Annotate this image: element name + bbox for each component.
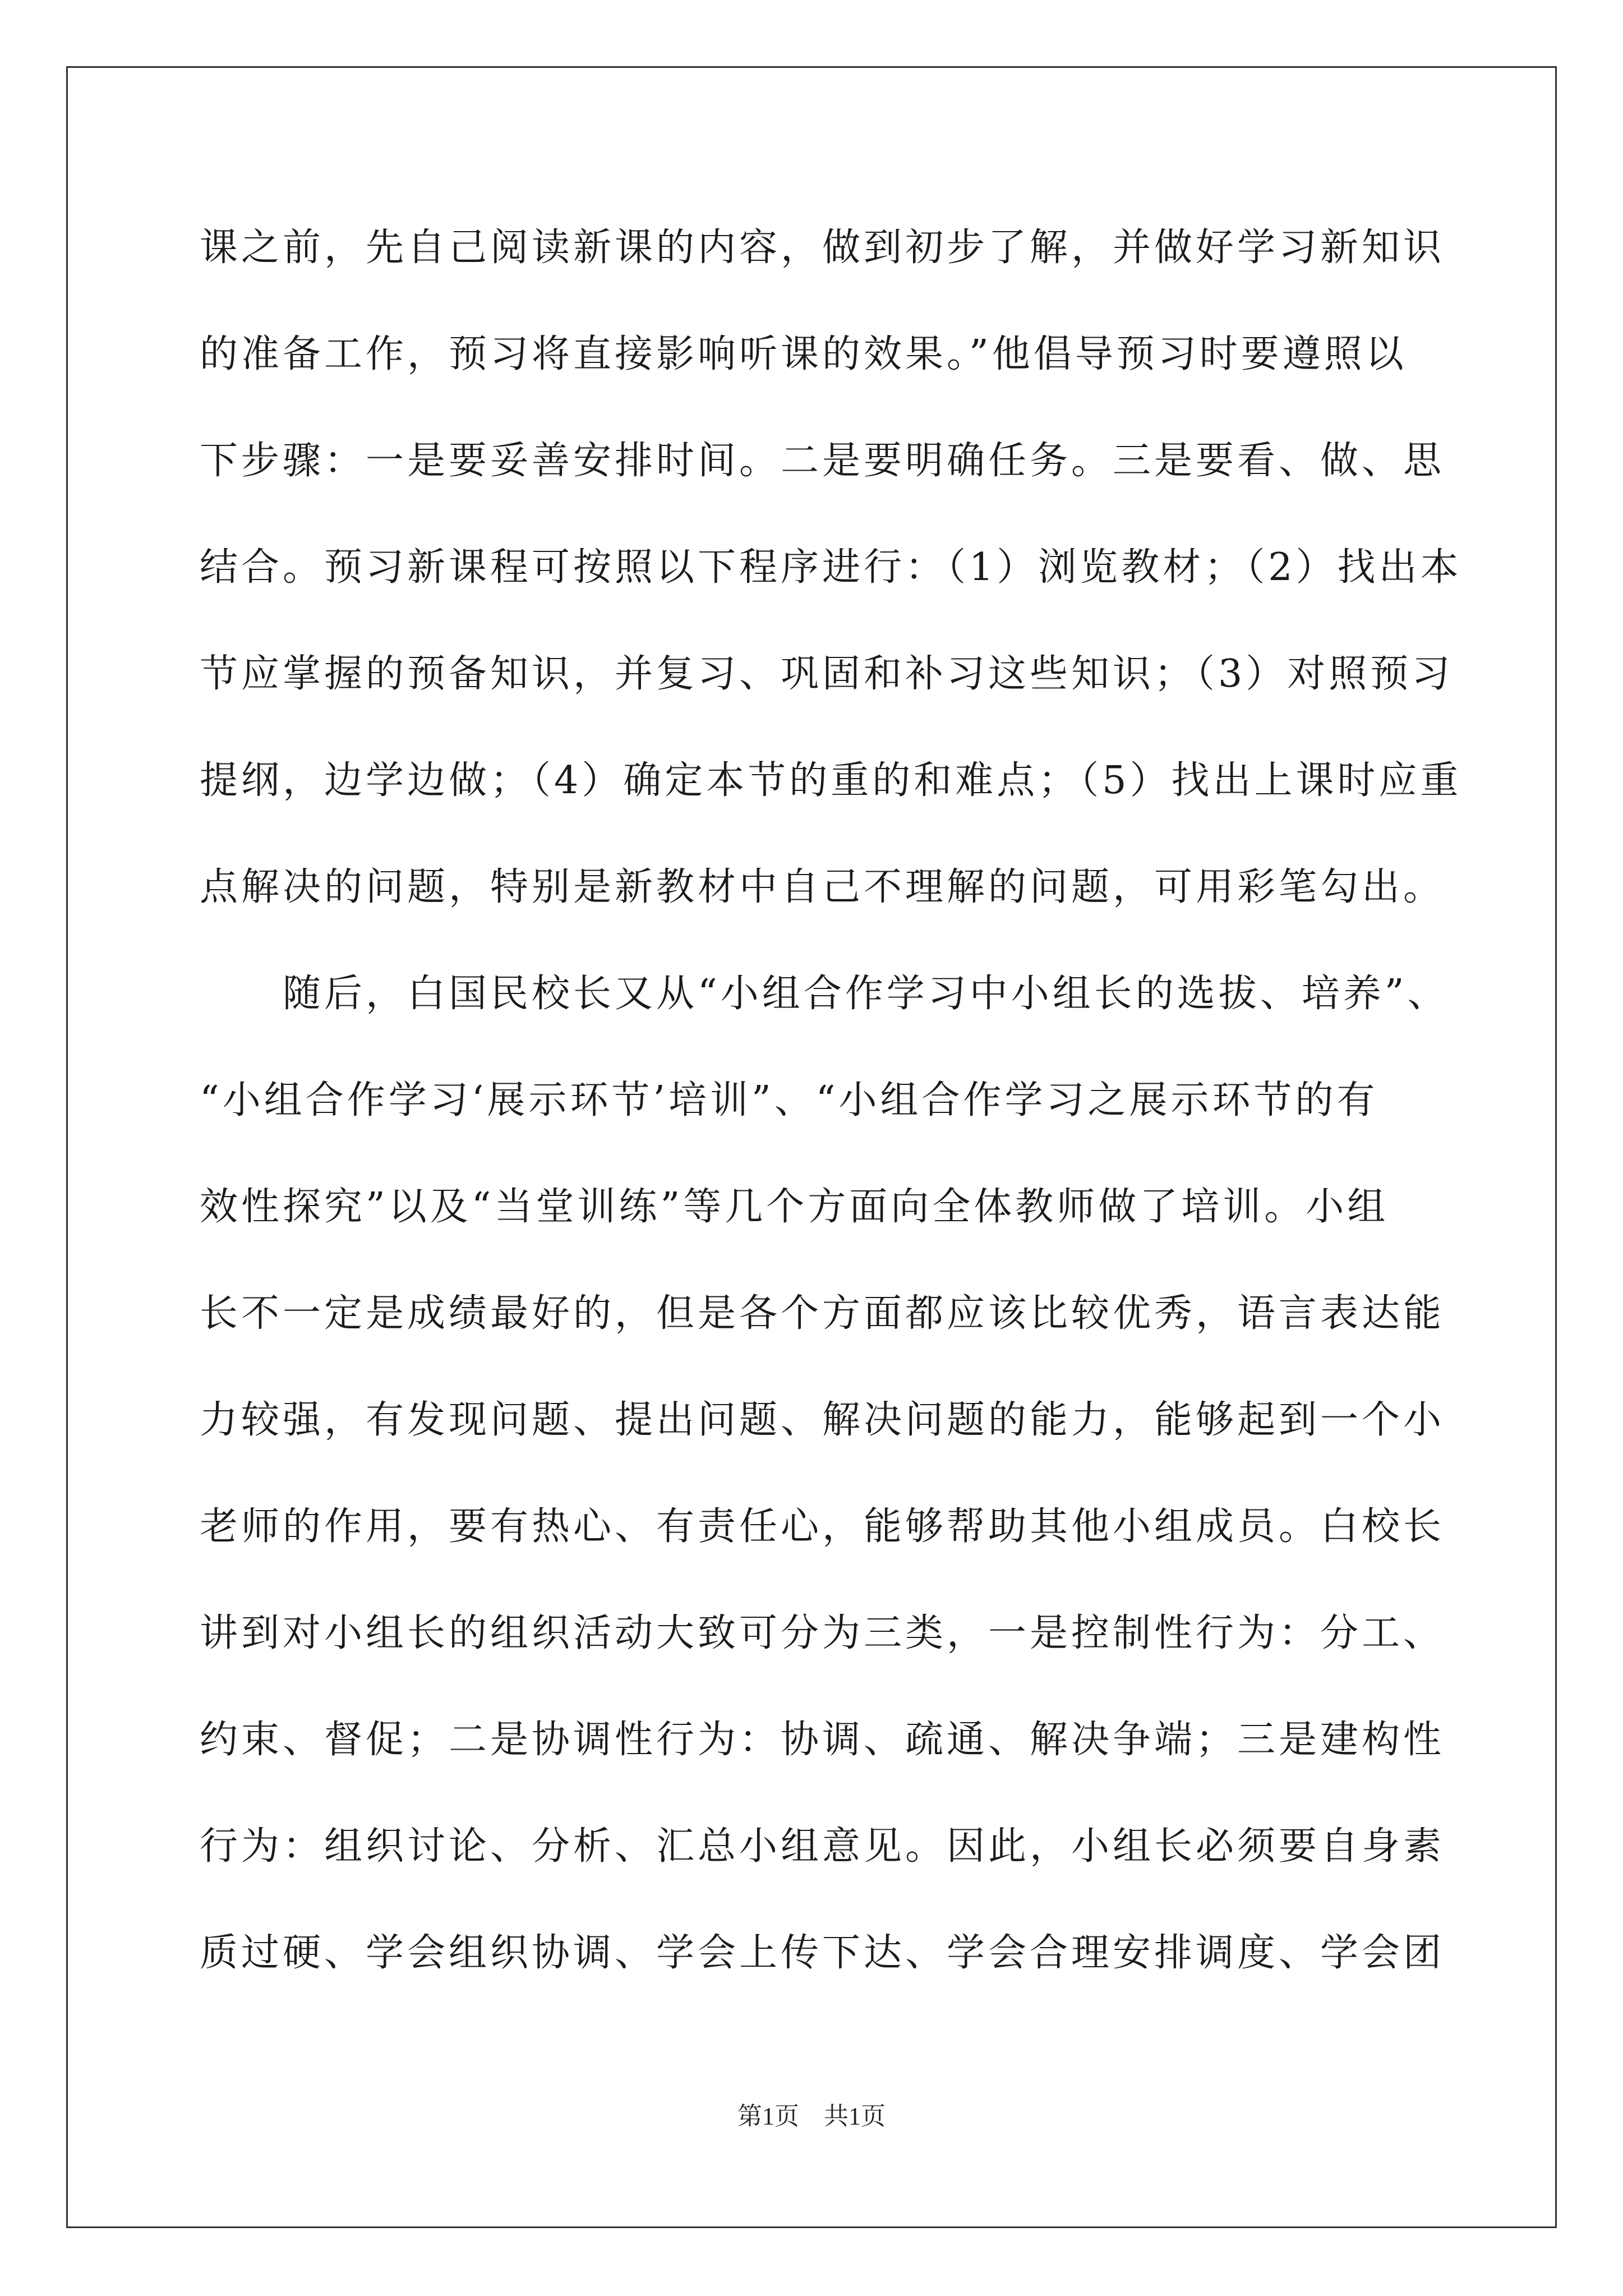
text-line: 课之前，先自己阅读新课的内容，做到初步了解，并做好学习新知识 — [200, 226, 1445, 270]
text-line: 讲到对小组长的组织活动大致可分为三类，一是控制性行为：分工、 — [200, 1611, 1445, 1655]
text-line: 提纲，边学边做；（4）确定本节的重的和难点；（5）找出上课时应重 — [200, 758, 1462, 803]
text-line: 随后，白国民校长又从“小组合作学习中小组长的选拔、培养”、 — [200, 972, 1449, 1016]
text-line: 长不一定是成绩最好的，但是各个方面都应该比较优秀，语言表达能 — [200, 1291, 1445, 1336]
text-line: 节应掌握的预备知识，并复习、巩固和补习这些知识；（3）对照预习 — [200, 652, 1454, 696]
text-line: 老师的作用，要有热心、有责任心，能够帮助其他小组成员。白校长 — [200, 1504, 1445, 1549]
text-line: 点解决的问题，特别是新教材中自己不理解的问题，可用彩笔勾出。 — [200, 865, 1445, 909]
text-line: 行为：组织讨论、分析、汇总小组意见。因此，小组长必须要自身素 — [200, 1824, 1445, 1869]
page-frame — [66, 66, 1557, 2228]
text-line: 结合。预习新课程可按照以下程序进行：（1）浏览教材；（2）找出本 — [200, 545, 1462, 590]
text-line: 下步骤：一是要妥善安排时间。二是要明确任务。三是要看、做、思 — [200, 439, 1445, 483]
text-line: “小组合作学习‘展示环节’培训”、“小组合作学习之展示环节的有 — [200, 1078, 1378, 1122]
text-line: 的准备工作，预习将直接影响听课的效果。”他倡导预习时要遵照以 — [200, 332, 1407, 376]
text-line: 质过硬、学会组织协调、学会上传下达、学会合理安排调度、学会团 — [200, 1931, 1445, 1975]
page-number-footer: 第1页 共1页 — [737, 2102, 886, 2130]
text-line: 力较强，有发现问题、提出问题、解决问题的能力，能够起到一个小 — [200, 1398, 1445, 1442]
text-line: 效性探究”以及“当堂训练”等几个方面向全体教师做了培训。小组 — [200, 1185, 1389, 1229]
text-line: 约束、督促；二是协调性行为：协调、疏通、解决争端；三是建构性 — [200, 1718, 1445, 1762]
